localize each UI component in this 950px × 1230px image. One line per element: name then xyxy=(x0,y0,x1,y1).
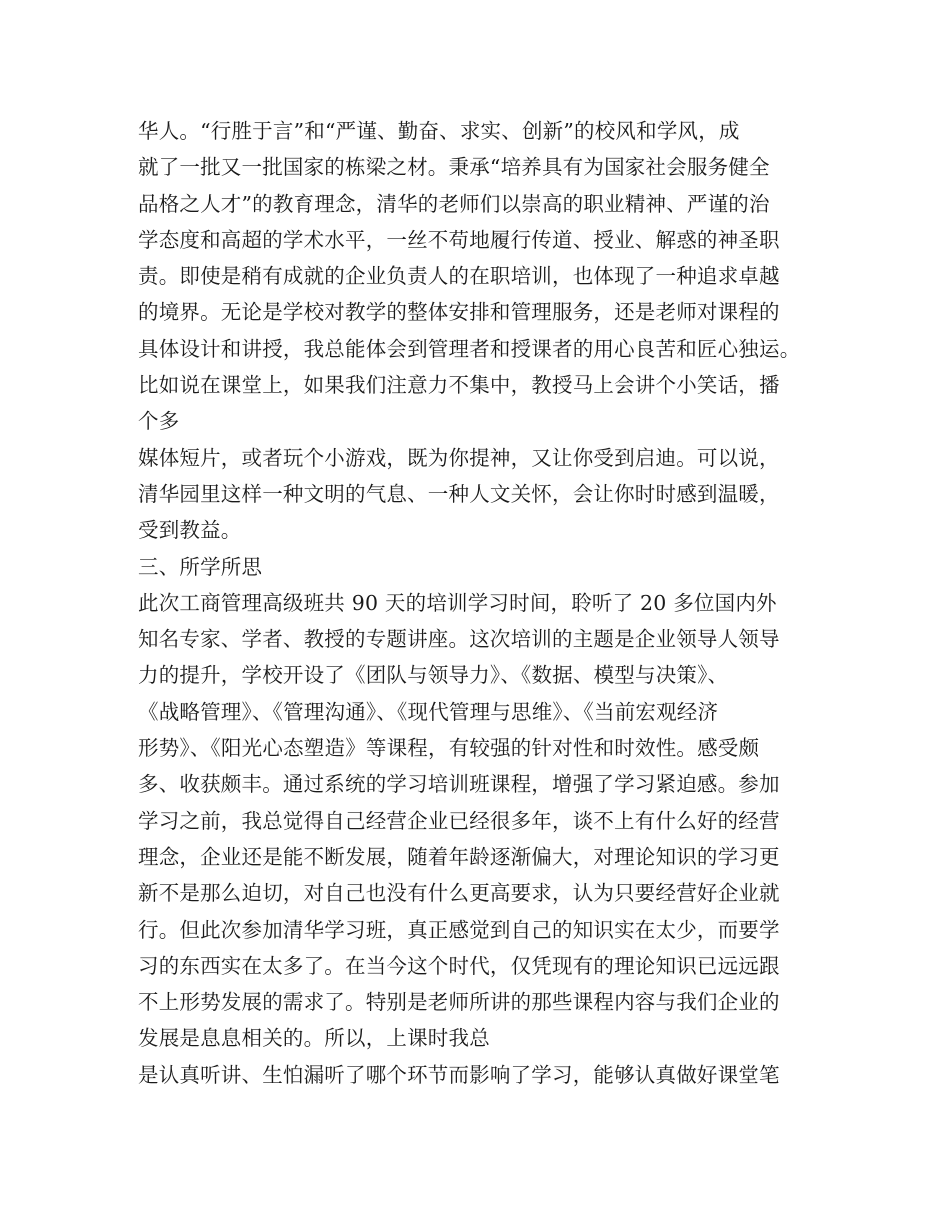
text-line: 习的东西实在太多了。在当今这个时代，仅凭现有的理论知识已远远跟 xyxy=(138,953,780,978)
text-line: 是认真听讲、生怕漏听了哪个环节而影响了学习，能够认真做好课堂笔 xyxy=(138,1062,780,1087)
text-line: 形势》、《阳光心态塑造》等课程，有较强的针对性和时效性。感受颇 xyxy=(138,736,760,761)
text-line: 行。但此次参加清华学习班，真正感觉到自己的知识实在太少，而要学 xyxy=(138,917,780,942)
text-line: 知名专家、学者、教授的专题讲座。这次培训的主题是企业领导人领导 xyxy=(138,627,780,652)
text-line: 此次工商管理高级班共 90 天的培训学习时间，聆听了 20 多位国内外 xyxy=(138,590,777,615)
text-line: 《战略管理》、《管理沟通》、《现代管理与思维》、《当前宏观经济 xyxy=(138,699,719,724)
text-line: 多、收获颇丰。通过系统的学习培训班课程，增强了学习紧迫感。参加 xyxy=(138,772,780,797)
text-line: 力的提升，学校开设了《团队与领导力》、《数据、模型与决策》、 xyxy=(138,663,729,688)
text-line: 的境界。无论是学校对教学的整体安排和管理服务，还是老师对课程的 xyxy=(138,300,780,325)
text-line: 不上形势发展的需求了。特别是老师所讲的那些课程内容与我们企业的 xyxy=(138,990,780,1015)
text-line: 受到教益。 xyxy=(138,518,242,543)
section-heading: 三、所学所思 xyxy=(138,554,263,579)
text-line: 品格之人才”的教育理念，清华的老师们以崇高的职业精神、严谨的治 xyxy=(138,191,770,216)
text-line: 发展是息息相关的。所以，上课时我总 xyxy=(138,1026,490,1051)
text-line: 华人。“行胜于言”和“严谨、勤奋、求实、创新”的校风和学风，成 xyxy=(138,119,740,143)
text-line: 个多 xyxy=(138,409,180,434)
text-line: 就了一批又一批国家的栋梁之材。秉承“培养具有为国家社会服务健全 xyxy=(138,155,770,180)
text-line: 理念，企业还是能不断发展，随着年龄逐渐偏大，对理论知识的学习更 xyxy=(138,844,780,869)
text-line: 比如说在课堂上，如果我们注意力不集中，教授马上会讲个小笑话，播 xyxy=(138,373,780,398)
text-line: 清华园里这样一种文明的气息、一种人文关怀，会让你时时感到温暖， xyxy=(138,481,780,506)
text-line: 新不是那么迫切，对自己也没有什么更高要求，认为只要经营好企业就 xyxy=(138,881,780,906)
body-text xyxy=(138,113,828,1093)
text-line: 媒体短片，或者玩个小游戏，既为你提神，又让你受到启迪。可以说， xyxy=(138,445,780,470)
text-line: 责。即使是稍有成就的企业负责人的在职培训，也体现了一种追求卓越 xyxy=(138,264,780,289)
text-line: 具体设计和讲授，我总能体会到管理者和授课者的用心良苦和匠心独运。 xyxy=(138,336,801,361)
text-line: 学习之前，我总觉得自己经营企业已经很多年，谈不上有什么好的经营 xyxy=(138,808,780,833)
text-line: 学态度和高超的学术水平，一丝不苟地履行传道、授业、解惑的神圣职 xyxy=(138,227,780,252)
